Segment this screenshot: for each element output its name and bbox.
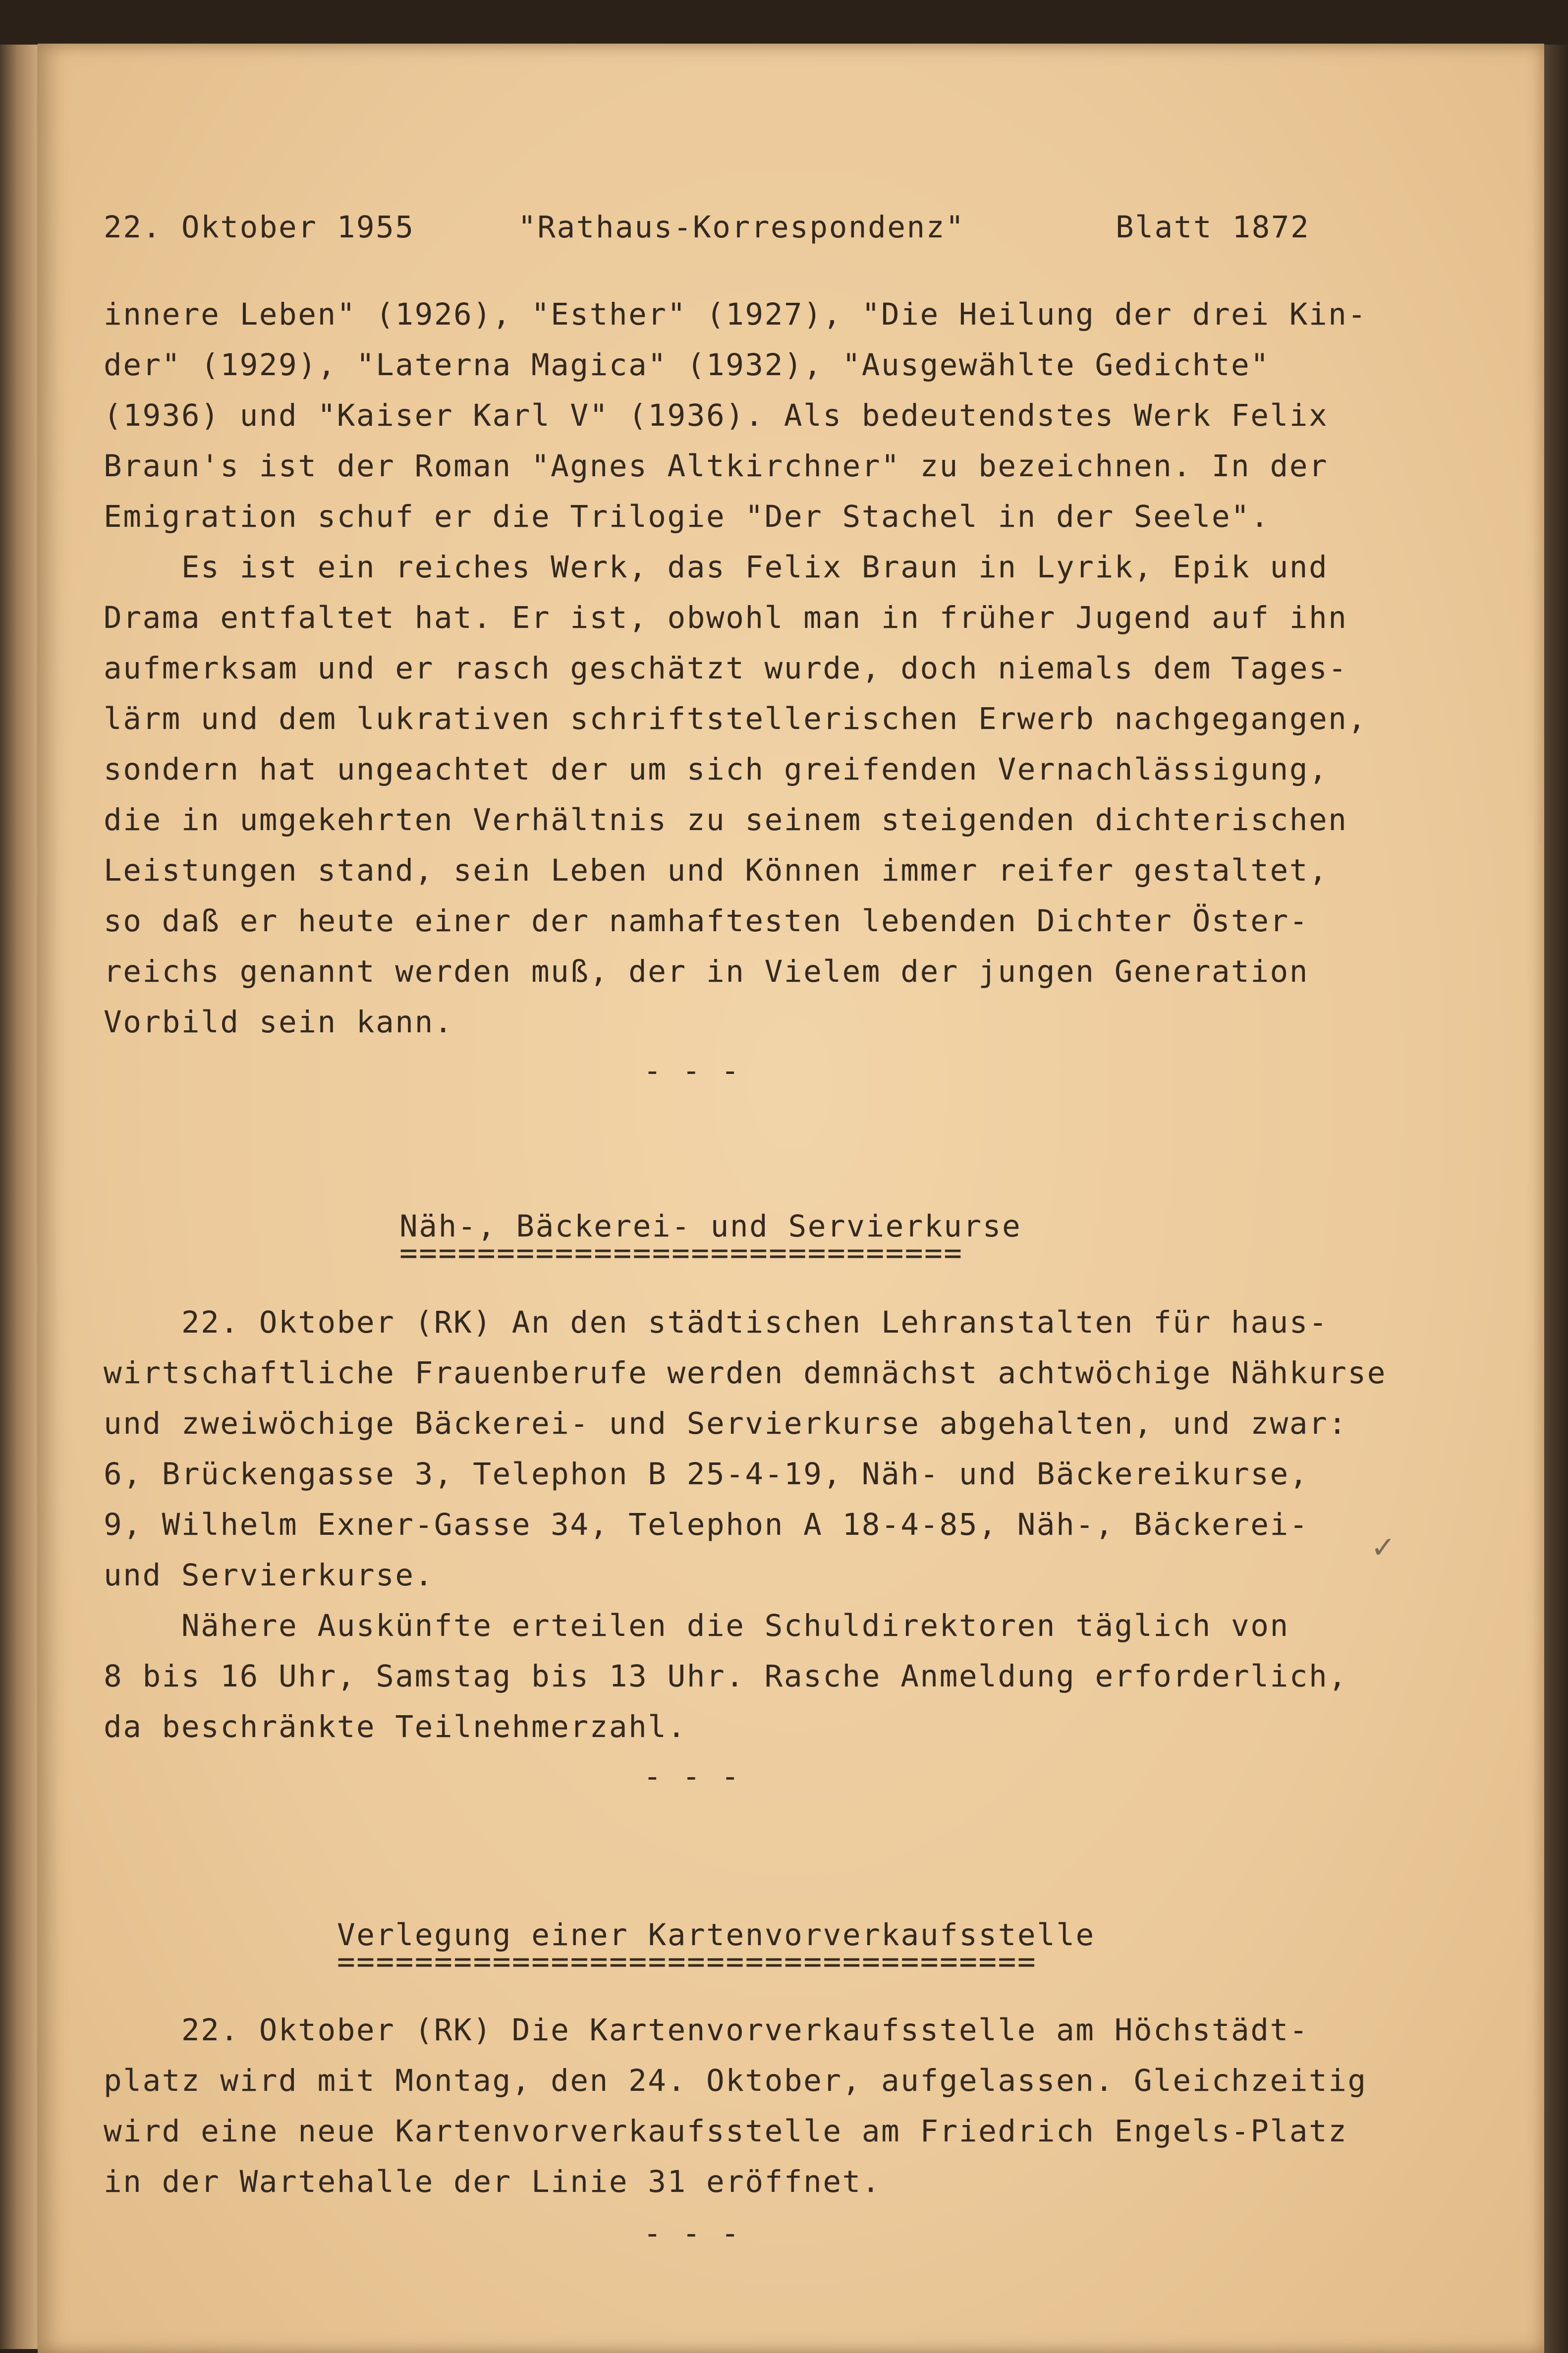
text-line: Leistungen stand, sein Leben und Können immer reifer gestaltet,	[104, 853, 1329, 888]
text-line: wird eine neue Kartenvorverkaufsstelle am Friedrich Engels-Platz	[104, 2114, 1348, 2149]
text-line: lärm und dem lukrativen schriftstellerischen Erwerb nachgegangen,	[104, 701, 1367, 736]
text-line: platz wird mit Montag, den 24. Oktober, aufgelassen. Gleichzeitig	[104, 2063, 1367, 2098]
section-separator: - - -	[643, 2216, 741, 2251]
header-sheet-number: Blatt 1872	[1116, 210, 1310, 245]
text-line: aufmerksam und er rasch geschätzt wurde, doch niemals dem Tages-	[104, 651, 1348, 686]
article-title: Näh-, Bäckerei- und Servierkurse	[399, 1209, 1022, 1244]
section-separator: - - -	[643, 1053, 741, 1088]
title-underline: ====================================	[337, 1944, 1037, 1979]
text-line: sondern hat ungeachtet der um sich greifenden Vernachlässigung,	[104, 752, 1329, 787]
text-line: und zweiwöchige Bäckerei- und Servierkurse abgehalten, und zwar:	[104, 1406, 1348, 1441]
text-line: 22. Oktober (RK) Die Kartenvorverkaufsstelle am Höchstädt-	[104, 2013, 1309, 2048]
text-line: Emigration schuf er die Trilogie "Der Stachel in der Seele".	[104, 499, 1270, 534]
text-line: 6, Brückengasse 3, Telephon B 25-4-19, Näh- und Bäckereikurse,	[104, 1457, 1309, 1492]
text-line: der" (1929), "Laterna Magica" (1932), "Ausgewählte Gedichte"	[104, 347, 1270, 383]
text-line: (1936) und "Kaiser Karl V" (1936). Als bedeutendstes Werk Felix	[104, 398, 1329, 433]
text-line: Nähere Auskünfte erteilen die Schuldirektoren täglich von	[104, 1608, 1289, 1643]
text-line: Es ist ein reiches Werk, das Felix Braun in Lyrik, Epik und	[104, 550, 1329, 585]
text-line: 8 bis 16 Uhr, Samstag bis 13 Uhr. Rasche Anmeldung erforderlich,	[104, 1659, 1348, 1694]
text-line: 9, Wilhelm Exner-Gasse 34, Telephon A 18-4-85, Näh-, Bäckerei-	[104, 1507, 1309, 1542]
article-title: Verlegung einer Kartenvorverkaufsstelle	[337, 1917, 1095, 1953]
text-line: Vorbild sein kann.	[104, 1005, 454, 1040]
text-line: da beschränkte Teilnehmerzahl.	[104, 1709, 687, 1744]
text-line: Drama entfaltet hat. Er ist, obwohl man in früher Jugend auf ihn	[104, 600, 1348, 635]
left-page-edge	[0, 45, 43, 2349]
header-date: 22. Oktober 1955	[104, 210, 415, 245]
title-underline: =============================	[399, 1235, 963, 1271]
document-page	[38, 44, 1544, 2353]
text-line: Braun's ist der Roman "Agnes Altkirchner" zu bezeichnen. In der	[104, 448, 1329, 484]
text-line: so daß er heute einer der namhaftesten lebenden Dichter Öster-	[104, 903, 1309, 939]
text-line: in der Wartehalle der Linie 31 eröffnet.	[104, 2164, 882, 2199]
text-line: und Servierkurse.	[104, 1558, 434, 1593]
text-line: wirtschaftliche Frauenberufe werden demnächst achtwöchige Nähkurse	[104, 1355, 1387, 1391]
text-line: die in umgekehrten Verhältnis zu seinem steigenden dichterischen	[104, 802, 1348, 838]
text-line: reichs genannt werden muß, der in Vielem der jungen Generation	[104, 954, 1309, 989]
text-line: innere Leben" (1926), "Esther" (1927), "Die Heilung der drei Kin-	[104, 297, 1367, 332]
header-publication: "Rathaus-Korrespondenz"	[518, 210, 965, 245]
section-separator: - - -	[643, 1759, 741, 1794]
handwritten-checkmark: ✓	[1371, 1530, 1396, 1565]
text-line: 22. Oktober (RK) An den städtischen Lehranstalten für haus-	[104, 1305, 1329, 1340]
